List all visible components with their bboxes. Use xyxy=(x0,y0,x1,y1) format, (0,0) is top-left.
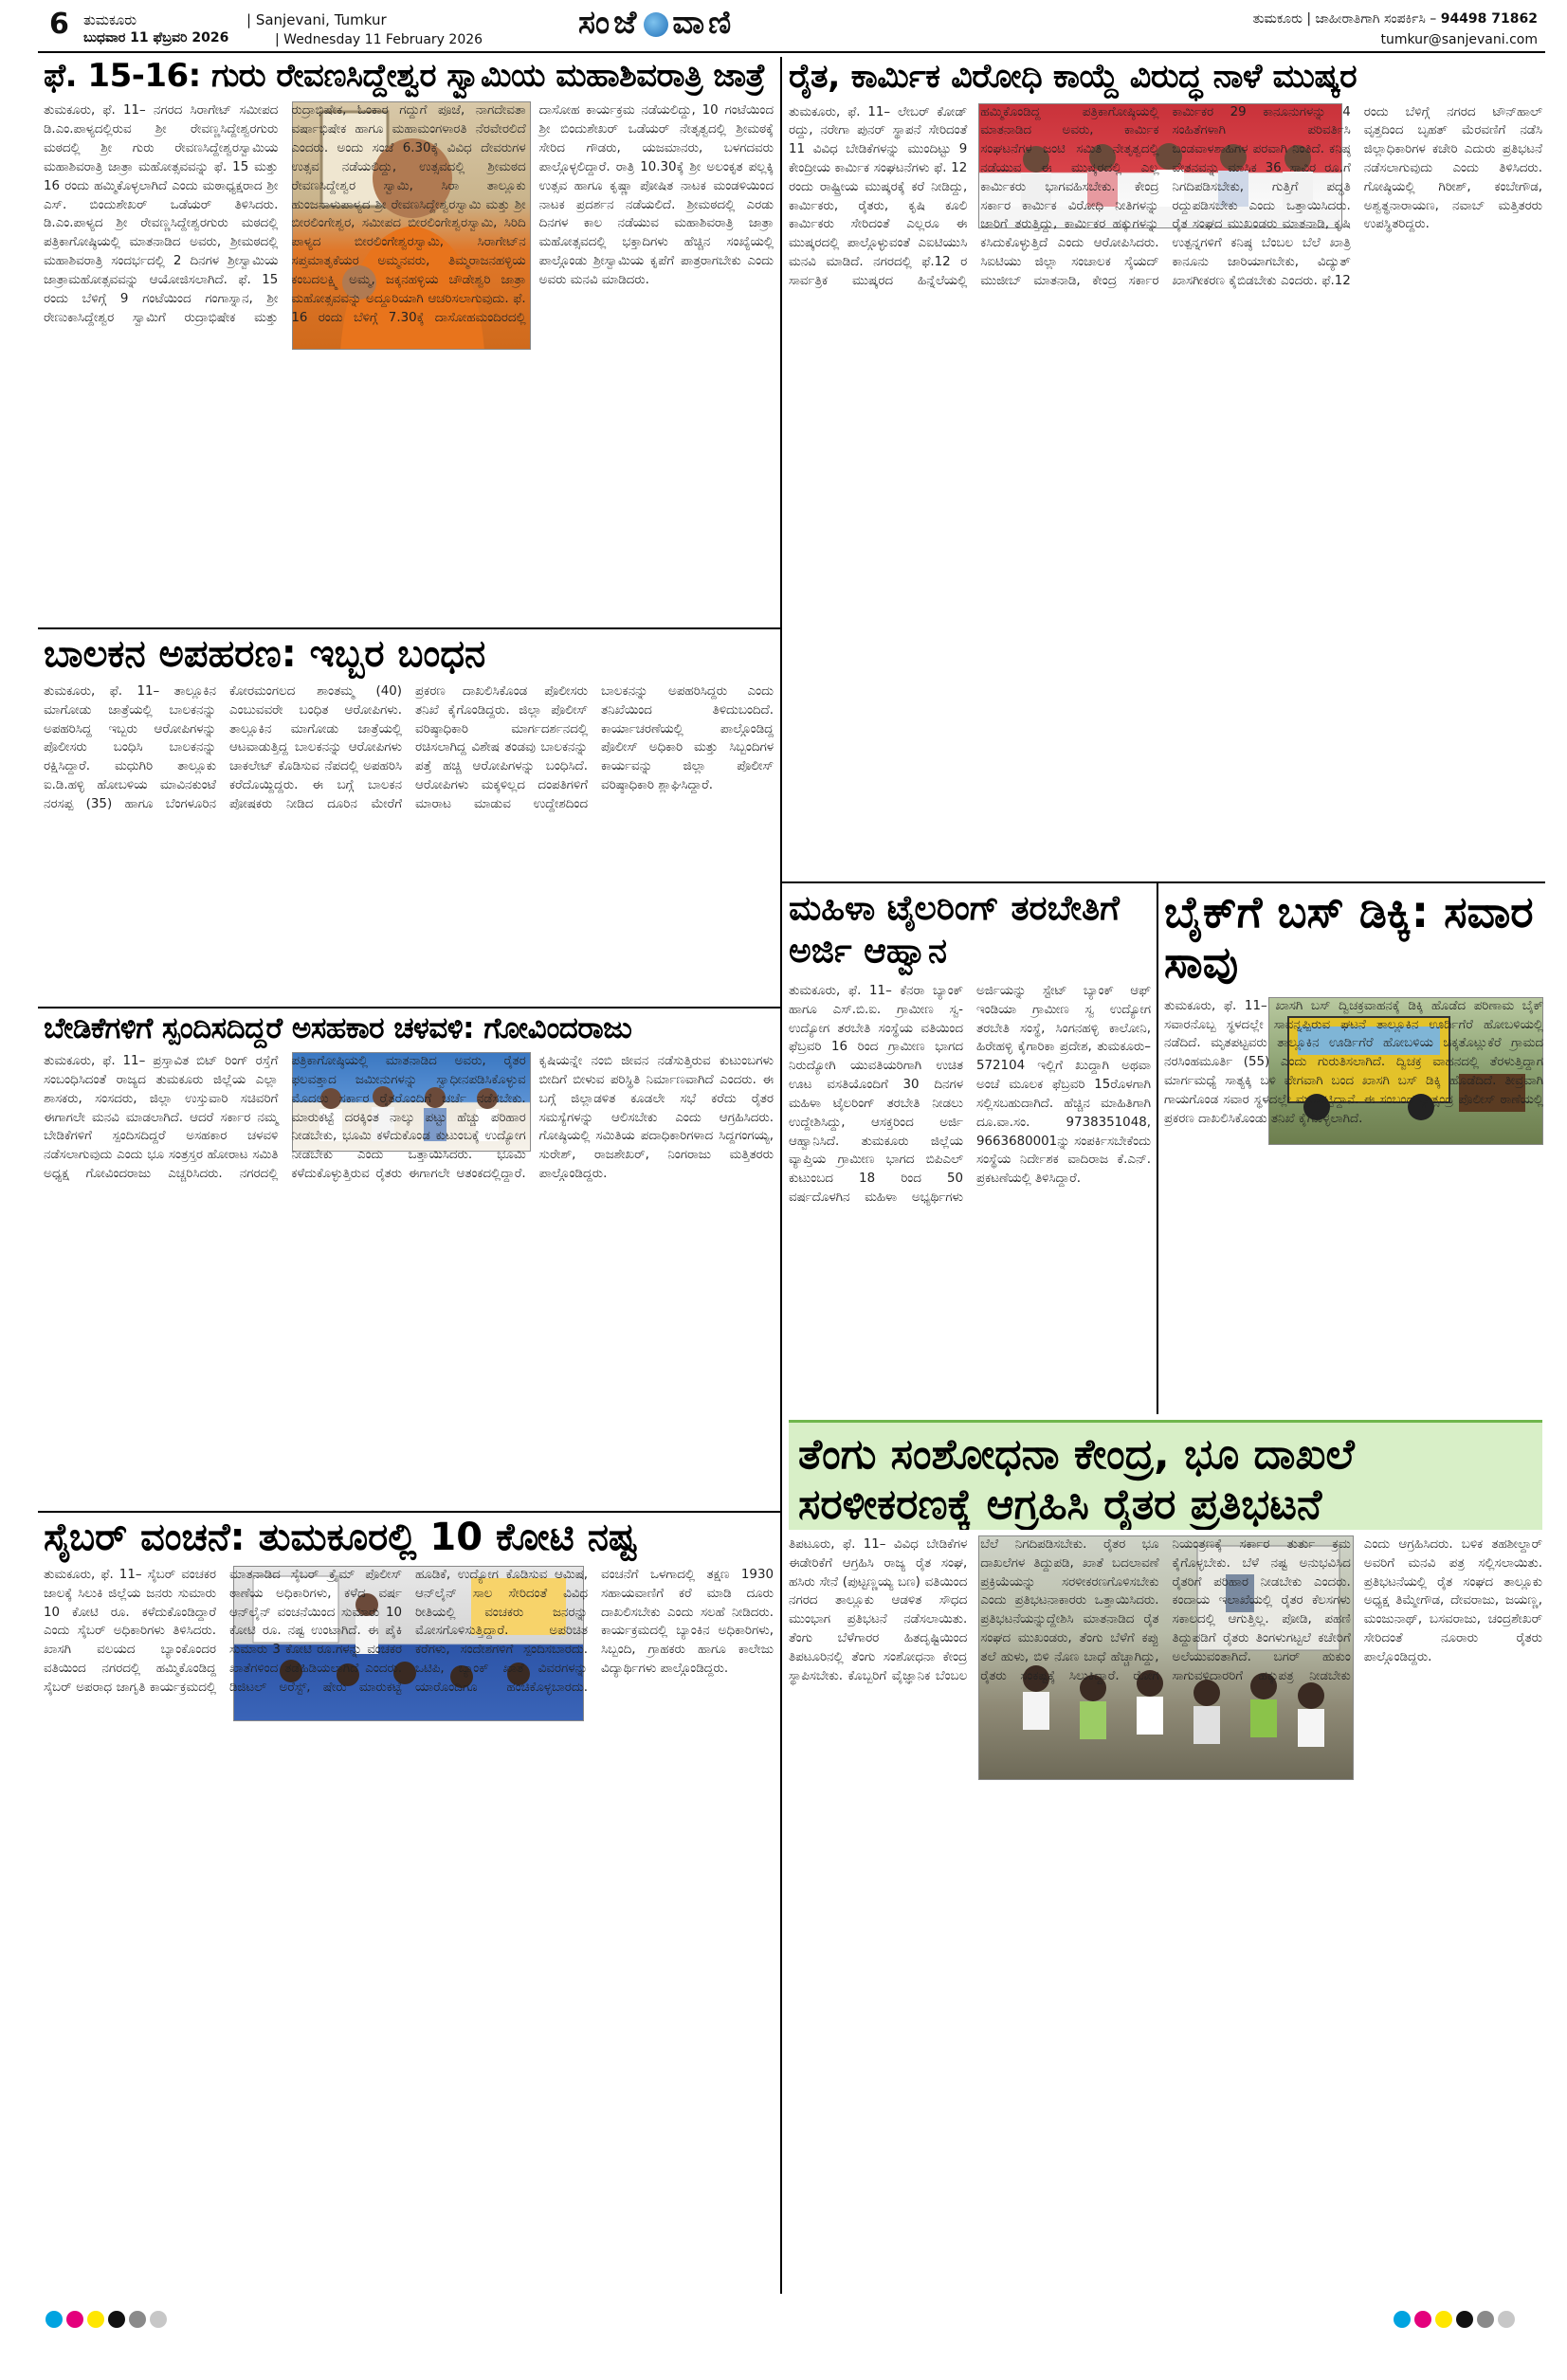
page-number: 6 xyxy=(49,8,69,41)
swatch-black xyxy=(1456,2311,1473,2328)
contact-email[interactable]: tumkur@sanjevani.com xyxy=(1380,32,1538,47)
story-body: ತುಮಕೂರು, ಫೆ. 11– ನಗರದ ಸಿರಾಗೇಟ್ ಸಮೀಪದ ಡಿ.ಎಂ.ಪಾಳ್ಯದಲ್ಲಿರುವ ಶ್ರೀ ರೇವಣ್ಣಸಿದ್ದೇಶ್ವರಗುರು ಮಠದಲ್ಲಿ ಶ್ರೀ ಗುರು ರೇವಣಸಿದ್ದೇಶ್ವರಸ್ವಾಮಿಯ ಮಹಾಶಿವರಾತ್ರಿ ಜಾತ್ರಾ ಮಹೋತ್ಸವವನ್ನು ಫೆ. 15 ಮತ್ತು 16 ರಂದು ಹಮ್ಮಿಕೊಳ್ಳಲಾಗಿದೆ ಎಂದು ಮಠಾಧ್ಯಕ್ಷರಾದ ಶ್ರೀ ಎಸ್. ಬಿಂದುಶೇಖರ್ ಒಡೆಯರ್ ತಿಳಿಸಿದರು. ಡಿ.ಎಂ.ಪಾಳ್ಯದ ಶ್ರೀ ರೇವಣ್ಣಸಿದ್ದೇಶ್ವರಗುರು ಮಠದಲ್ಲಿ ಪತ್ರಿಕಾಗೋಷ್ಠಿಯಲ್ಲಿ ಮಾತನಾಡಿದ ಅವರು, ಶ್ರೀಮಠದಲ್ಲಿ ಮಹಾಶಿವರಾತ್ರಿ ಸಂದರ್ಭದಲ್ಲಿ 2 ದಿನಗಳ ಶ್ರೀಸ್ವಾಮಿಯ ಜಾತ್ರಾಮಹೋತ್ಸವವನ್ನು ಆಯೋಜಿಸಲಾಗಿದೆ. ಫೆ. 15 ರಂದು ಬೆಳಿಗ್ಗೆ 9 ಗಂಟೆಯಿಂದ ಗಂಗಾಸ್ನಾನ, ಶ್ರೀ ರೇಣುಕಾಸಿದ್ದೇಶ್ವರ ಸ್ವಾಮಿಗೆ ರುದ್ರಾಭಿಷೇಕ ಮತ್ತು ರುದ್ರಾಭಿಷೇಕ, ಓಂಕಾರ ಗದ್ದುಗೆ ಪೂಜೆ, ನಾಗದೇವತಾ ವರ್ಷಾಭಿಷೇಕ ಹಾಗೂ ಮಹಾಮಂಗಳಾರತಿ ನೆರವೇರಲಿದೆ ಎಂದರು. ಅಂದು ಸಂಜೆ 6.30ಕ್ಕೆ ವಿವಿಧ ದೇವರುಗಳ ಉತ್ಸವ ನಡೆಯಲಿದ್ದು, ಉತ್ಸವದಲ್ಲಿ ಶ್ರೀಮಠದ ರೇವಣಸಿದ್ದೇಶ್ವರ ಸ್ವಾಮಿ, ಸಿರಾ ತಾಲ್ಲೂಕು ಹುಂಜನಾಳುಪಾಳ್ಯದ ಶ್ರೀ ರೇವಣಸಿದ್ದೇಶ್ವರಸ್ವಾಮಿ ಮತ್ತು ಶ್ರೀ ಬೀರಲಿಂಗೇಶ್ವರ, ಸಮೀಪದ ಬೀರಲಿಂಗೇಶ್ವರಸ್ವಾಮಿ, ಸಿರಿದಿ ಪಾಳ್ಯದ ಬೀರಲಿಂಗೇಶ್ವರಸ್ವಾಮಿ, ಸಿರಾಗೇಟ್‌ನ ಸಪ್ತಮಾತೃಕೆಯರ ಅಮ್ಮನವರು, ತಿಮ್ಮರಾಜನಹಳ್ಳಿಯ ಕಂಬದಲಕ್ಷ್ಮಿ ಅಮ್ಮ, ಜಕ್ಕನಹಳ್ಳಿಯ ಚೌಡೇಶ್ವರಿ ಜಾತ್ರಾ ಮಹೋತ್ಸವವನ್ನು ಅದ್ದೂರಿಯಾಗಿ ಆಚರಿಸಲಾಗುವುದು. ಫೆ. 16 ರಂದು ಬೆಳಿಗ್ಗೆ 7.30ಕ್ಕೆ ದಾಸೋಹಮಂದಿರದಲ್ಲಿ ದಾಸೋಹ ಕಾರ್ಯಕ್ರಮ ನಡೆಯಲಿದ್ದು, 10 ಗಂಟೆಯಿಂದ ಶ್ರೀ ಬಿಂದುಶೇಖರ್ ಒಡೆಯರ್ ನೇತೃತ್ವದಲ್ಲಿ ಶ್ರೀಮಠಕ್ಕೆ ಸೇರಿದ ಗೌಡರು, ಯಜಮಾನರು, ಬಳಗದವರು ಪಾಲ್ಗೊಳ್ಳಲಿದ್ದಾರೆ. ರಾತ್ರಿ 10.30ಕ್ಕೆ ಶ್ರೀ ಅಲಂಕೃತ ಪಲ್ಲಕ್ಕಿ ಉತ್ಸವ ಹಾಗೂ ಕೃಷ್ಣಾ ಪೋಷಿತ ನಾಟಕ ಮಂಡಳಿಯಿಂದ ನಾಟಕ ಪ್ರದರ್ಶನ ನಡೆಯಲಿದೆ. ಶ್ರೀಮಠದಲ್ಲಿ ಎರಡು ದಿನಗಳ ಕಾಲ ನಡೆಯುವ ಮಹಾಶಿವರಾತ್ರಿ ಜಾತ್ರಾ ಮಹೋತ್ಸವದಲ್ಲಿ ಭಕ್ತಾದಿಗಳು ಹೆಚ್ಚಿನ ಸಂಖ್ಯೆಯಲ್ಲಿ ಪಾಲ್ಗೊಂಡು ಶ್ರೀಸ್ವಾಮಿಯ ಕೃಪೆಗೆ ಪಾತ್ರರಾಗಬೇಕು ಎಂದು ಅವರು ಮನವಿ ಮಾಡಿದರು. xyxy=(44,103,774,325)
contact-label: ತುಮಕೂರು | ಜಾಹೀರಾತಿಗಾಗಿ ಸಂಪರ್ಕಿಸಿ – xyxy=(1252,11,1437,27)
section-divider xyxy=(782,881,1545,883)
swatch-grey xyxy=(129,2311,146,2328)
story-govindaraju xyxy=(44,1012,774,1507)
masthead xyxy=(38,0,1545,53)
swatch-grey xyxy=(1477,2311,1494,2328)
story-body: ತಿಪಟೂರು, ಫೆ. 11– ವಿವಿಧ ಬೇಡಿಕೆಗಳ ಈಡೇರಿಕೆಗೆ ಆಗ್ರಹಿಸಿ ರಾಜ್ಯ ರೈತ ಸಂಘ, ಹಸಿರು ಸೇನೆ (ಪುಟ್ಟಣ್ಣಯ್ಯ ಬಣ) ವತಿಯಿಂದ ನಗರದ ತಾಲ್ಲೂಕು ಆಡಳಿತ ಸೌಧದ ಮುಂಭಾಗ ಪ್ರತಿಭಟನೆ ನಡೆಸಲಾಯಿತು. ತೆಂಗು ಬೆಳೆಗಾರರ ಹಿತದೃಷ್ಟಿಯಿಂದ ತಿಪಟೂರಿನಲ್ಲಿ ತೆಂಗು ಸಂಶೋಧನಾ ಕೇಂದ್ರ ಸ್ಥಾಪಿಸಬೇಕು. ಕೊಬ್ಬರಿಗೆ ವೈಜ್ಞಾನಿಕ ಬೆಂಬಲ ಬೆಲೆ ನಿಗದಿಪಡಿಸಬೇಕು. ರೈತರ ಭೂ ದಾಖಲೆಗಳ ತಿದ್ದುಪಡಿ, ಖಾತೆ ಬದಲಾವಣೆ ಪ್ರಕ್ರಿಯೆಯನ್ನು ಸರಳೀಕರಣಗೊಳಿಸಬೇಕು ಎಂದು ಪ್ರತಿಭಟನಾಕಾರರು ಒತ್ತಾಯಿಸಿದರು. ಪ್ರತಿಭಟನೆಯನ್ನುದ್ದೇಶಿಸಿ ಮಾತನಾಡಿದ ರೈತ ಸಂಘದ ಮುಖಂಡರು, ತೆಂಗು ಬೆಳೆಗೆ ಕಪ್ಪು ತಲೆ ಹುಳು, ಬಿಳಿ ನೊಣ ಬಾಧೆ ಹೆಚ್ಚಾಗಿದ್ದು, ರೈತರು ಸಂಕಷ್ಟಕ್ಕೆ ಸಿಲುಕಿದ್ದಾರೆ. ರೋಗ ನಿಯಂತ್ರಣಕ್ಕೆ ಸರ್ಕಾರ ತುರ್ತು ಕ್ರಮ ಕೈಗೊಳ್ಳಬೇಕು. ಬೆಳೆ ನಷ್ಟ ಅನುಭವಿಸಿದ ರೈತರಿಗೆ ಪರಿಹಾರ ನೀಡಬೇಕು ಎಂದರು. ಕಂದಾಯ ಇಲಾಖೆಯಲ್ಲಿ ರೈತರ ಕೆಲಸಗಳು ಸಕಾಲದಲ್ಲಿ ಆಗುತ್ತಿಲ್ಲ. ಪೋಡಿ, ಪಹಣಿ ತಿದ್ದುಪಡಿಗೆ ರೈತರು ತಿಂಗಳುಗಟ್ಟಲೆ ಕಚೇರಿಗೆ ಅಲೆಯುವಂತಾಗಿದೆ. ಬಗರ್ ಹುಕುಂ ಸಾಗುವಳಿದಾರರಿಗೆ ಹಕ್ಕುಪತ್ರ ನೀಡಬೇಕು ಎಂದು ಆಗ್ರಹಿಸಿದರು. ಬಳಿಕ ತಹಶೀಲ್ದಾರ್ ಅವರಿಗೆ ಮನವಿ ಪತ್ರ ಸಲ್ಲಿಸಲಾಯಿತು. ಪ್ರತಿಭಟನೆಯಲ್ಲಿ ರೈತ ಸಂಘದ ತಾಲ್ಲೂಕು ಅಧ್ಯಕ್ಷ ತಿಮ್ಮೇಗೌಡ, ದೇವರಾಜು, ಜಯಣ್ಣ, ಮಂಜುನಾಥ್, ಬಸವರಾಜು, ಚಂದ್ರಶೇಖರ್ ಸೇರಿದಂತೆ ನೂರಾರು ರೈತರು ಪಾಲ್ಗೊಂಡಿದ್ದರು. xyxy=(789,1537,1542,1683)
masthead-date-english: | Wednesday 11 February 2026 xyxy=(275,32,483,47)
story-body: ತುಮಕೂರು, ಫೆ. 11– ಲೇಬರ್ ಕೋಡ್ ರದ್ದು, ನರೇಗಾ ಪುನರ್ ಸ್ಥಾಪನೆ ಸೇರಿದಂತೆ 11 ವಿವಿಧ ಬೇಡಿಕೆಗಳನ್ನು ಮುಂದಿಟ್ಟು 9 ಕೇಂದ್ರೀಯ ಕಾರ್ಮಿಕ ಸಂಘಟನೆಗಳು ಫೆ. 12 ರಂದು ರಾಷ್ಟ್ರೀಯ ಮುಷ್ಕರಕ್ಕೆ ಕರೆ ನೀಡಿದ್ದು, ಕಾರ್ಮಿಕರು, ರೈತರು, ಕೃಷಿ ಕೂಲಿ ಕಾರ್ಮಿಕರು ಸೇರಿದಂತೆ ಎಲ್ಲರೂ ಈ ಮುಷ್ಕರದಲ್ಲಿ ಪಾಲ್ಗೊಳ್ಳುವಂತೆ ಎಐಟಿಯುಸಿ ಮನವಿ ಮಾಡಿದೆ. ನಗರದಲ್ಲಿ ಫೆ.12 ರ ಸಾರ್ವತ್ರಿಕ ಮುಷ್ಕರದ ಹಿನ್ನೆಲೆಯಲ್ಲಿ ಹಮ್ಮಿಕೊಂಡಿದ್ದ ಪತ್ರಿಕಾಗೋಷ್ಠಿಯಲ್ಲಿ ಮಾತನಾಡಿದ ಅವರು, ಕಾರ್ಮಿಕ ಸಂಘಟನೆಗಳ ಜಂಟಿ ಸಮಿತಿ ನೇತೃತ್ವದಲ್ಲಿ ನಡೆಯುವ ಈ ಮುಷ್ಕರದಲ್ಲಿ ಎಲ್ಲ ಕಾರ್ಮಿಕರು ಭಾಗವಹಿಸಬೇಕು. ಕೇಂದ್ರ ಸರ್ಕಾರ ಕಾರ್ಮಿಕ ವಿರೋಧಿ ನೀತಿಗಳನ್ನು ಜಾರಿಗೆ ತರುತ್ತಿದ್ದು, ಕಾರ್ಮಿಕರ ಹಕ್ಕುಗಳನ್ನು ಕಸಿದುಕೊಳ್ಳುತ್ತಿದೆ ಎಂದು ಆರೋಪಿಸಿದರು. ಸಿಐಟಿಯು ಜಿಲ್ಲಾ ಸಂಚಾಲಕ ಸೈಯದ್ ಮುಜೀಬ್ ಮಾತನಾಡಿ, ಕೇಂದ್ರ ಸರ್ಕಾರ ಕಾರ್ಮಿಕರ 29 ಕಾನೂನುಗಳನ್ನು 4 ಸಂಹಿತೆಗಳಾಗಿ ಪರಿವರ್ತಿಸಿ ಬಂಡವಾಳಶಾಹಿಗಳ ಪರವಾಗಿ ನಿಂತಿದೆ. ಕನಿಷ್ಠ ವೇತನವನ್ನು ಮಾಸಿಕ 36 ಸಾವಿರ ರೂ.ಗೆ ನಿಗದಿಪಡಿಸಬೇಕು, ಗುತ್ತಿಗೆ ಪದ್ಧತಿ ರದ್ದುಪಡಿಸಬೇಕು ಎಂದು ಒತ್ತಾಯಿಸಿದರು. ರೈತ ಸಂಘದ ಮುಖಂಡರು ಮಾತನಾಡಿ, ಕೃಷಿ ಉತ್ಪನ್ನಗಳಿಗೆ ಕನಿಷ್ಠ ಬೆಂಬಲ ಬೆಲೆ ಖಾತ್ರಿ ಕಾನೂನು ಜಾರಿಯಾಗಬೇಕು, ವಿದ್ಯುತ್ ಖಾಸಗೀಕರಣ ಕೈಬಿಡಬೇಕು ಎಂದರು. ಫೆ.12 ರಂದು ಬೆಳಿಗ್ಗೆ ನಗರದ ಟೌನ್‌ಹಾಲ್ ವೃತ್ತದಿಂದ ಬೃಹತ್ ಮೆರವಣಿಗೆ ನಡೆಸಿ ಜಿಲ್ಲಾಧಿಕಾರಿಗಳ ಕಚೇರಿ ಎದುರು ಪ್ರತಿಭಟನೆ ನಡೆಸಲಾಗುವುದು ಎಂದು ತಿಳಿಸಿದರು. ಗೋಷ್ಠಿಯಲ್ಲಿ ಗಿರೀಶ್, ಕಂಬೇಗೌಡ, ಅಶ್ವತ್ಥನಾರಾಯಣ, ನವಾಬ್ ಮತ್ತಿತರರು ಉಪಸ್ಥಿತರಿದ್ದರು. xyxy=(789,104,1542,288)
swatch-light-grey xyxy=(150,2311,167,2328)
swatch-cyan xyxy=(1394,2311,1411,2328)
headline-cyber-fraud: ಸೈಬರ್ ವಂಚನೆ: ತುಮಕೂರಲ್ಲಿ 10 ಕೋಟಿ ನಷ್ಟ xyxy=(44,1517,638,1559)
story-cyber-fraud xyxy=(44,1517,774,2296)
headline-tailoring: ಮಹಿಳಾ ಟೈಲರಿಂಗ್ ತರಬೇತಿಗೆ ಅರ್ಜಿ ಆಹ್ವಾನ xyxy=(789,889,1120,971)
logo-word-1: ಸಂಜೆ xyxy=(578,4,641,42)
swatch-magenta xyxy=(1414,2311,1431,2328)
story-coconut-research-body xyxy=(789,1535,1542,2296)
story-body: ತುಮಕೂರು, ಫೆ. 11– ತಾಲ್ಲೂಕಿನ ಮಾಗೋಡು ಜಾತ್ರೆಯಲ್ಲಿ ಬಾಲಕನನ್ನು ಅಪಹರಿಸಿದ್ದ ಇಬ್ಬರು ಆರೋಪಿಗಳನ್ನು ಪೊಲೀಸರು ಬಂಧಿಸಿ ಬಾಲಕನನ್ನು ರಕ್ಷಿಸಿದ್ದಾರೆ. ಮಧುಗಿರಿ ತಾಲ್ಲೂಕು ಐ.ಡಿ.ಹಳ್ಳಿ ಹೋಬಳಿಯ ಮಾವಿನಕುಂಟೆ ನರಸಪ್ಪ (35) ಹಾಗೂ ಬೆಂಗಳೂರಿನ ಕೋರಮಂಗಲದ ಶಾಂತಮ್ಮ (40) ಎಂಬುವವರೇ ಬಂಧಿತ ಆರೋಪಿಗಳು. ತಾಲ್ಲೂಕಿನ ಮಾಗೋಡು ಜಾತ್ರೆಯಲ್ಲಿ ಆಟವಾಡುತ್ತಿದ್ದ ಬಾಲಕನನ್ನು ಆರೋಪಿಗಳು ಚಾಕಲೇಟ್ ಕೊಡಿಸುವ ನೆಪದಲ್ಲಿ ಅಪಹರಿಸಿ ಕರೆದೊಯ್ದಿದ್ದರು. ಈ ಬಗ್ಗೆ ಬಾಲಕನ ಪೋಷಕರು ನೀಡಿದ ದೂರಿನ ಮೇರೆಗೆ ಪ್ರಕರಣ ದಾಖಲಿಸಿಕೊಂಡ ಪೊಲೀಸರು ತನಿಖೆ ಕೈಗೊಂಡಿದ್ದರು. ಜಿಲ್ಲಾ ಪೊಲೀಸ್ ವರಿಷ್ಠಾಧಿಕಾರಿ ಮಾರ್ಗದರ್ಶನದಲ್ಲಿ ರಚಿಸಲಾಗಿದ್ದ ವಿಶೇಷ ತಂಡವು ಬಾಲಕನನ್ನು ಪತ್ತೆ ಹಚ್ಚಿ ಆರೋಪಿಗಳನ್ನು ಬಂಧಿಸಿದೆ. ಆರೋಪಿಗಳು ಮಕ್ಕಳಿಲ್ಲದ ದಂಪತಿಗಳಿಗೆ ಮಾರಾಟ ಮಾಡುವ ಉದ್ದೇಶದಿಂದ ಬಾಲಕನನ್ನು ಅಪಹರಿಸಿದ್ದರು ಎಂದು ತನಿಖೆಯಿಂದ ತಿಳಿದುಬಂದಿದೆ. ಕಾರ್ಯಾಚರಣೆಯಲ್ಲಿ ಪಾಲ್ಗೊಂಡಿದ್ದ ಪೊಲೀಸ್ ಅಧಿಕಾರಿ ಮತ್ತು ಸಿಬ್ಬಂದಿಗಳ ಕಾರ್ಯವನ್ನು ಜಿಲ್ಲಾ ಪೊಲೀಸ್ ವರಿಷ್ಠಾಧಿಕಾರಿ ಶ್ಲಾಘಿಸಿದ್ದಾರೆ. xyxy=(44,684,774,811)
globe-icon xyxy=(644,12,668,37)
color-swatch-icon xyxy=(1394,2311,1515,2328)
column-divider xyxy=(780,57,782,2294)
story-coconut-research xyxy=(789,1420,1542,1530)
headline-bus-accident: ಬೈಕ್‌ಗೆ ಬಸ್ ಡಿಕ್ಕಿ: ಸವಾರ ಸಾವು xyxy=(1164,887,1534,988)
headline-kidnap: ಬಾಲಕನ ಅಪಹರಣ: ಇಬ್ಬರ ಬಂಧನ xyxy=(44,633,486,676)
masthead-date-kannada: ಬುಧವಾರ 11 ಫೆಬ್ರವರಿ 2026 xyxy=(83,30,229,45)
section-divider xyxy=(38,1511,780,1513)
swatch-magenta xyxy=(66,2311,83,2328)
column-divider xyxy=(1157,883,1158,1414)
story-tailoring xyxy=(789,887,1151,1414)
section-divider xyxy=(38,627,780,629)
logo-word-2: ವಾಣಿ xyxy=(672,4,736,42)
swatch-cyan xyxy=(46,2311,63,2328)
swatch-yellow xyxy=(87,2311,104,2328)
masthead-city: ತುಮಕೂರು xyxy=(83,11,137,28)
headline-govindaraju: ಬೇಡಿಕೆಗಳಿಗೆ ಸ್ಪಂದಿಸದಿದ್ದರೆ ಅಸಹಕಾರ ಚಳವಳಿ: ಗೋವಿಂದರಾಜು xyxy=(44,1012,632,1045)
story-body: ತುಮಕೂರು, ಫೆ. 11– ಸೈಬರ್ ವಂಚಕರ ಜಾಲಕ್ಕೆ ಸಿಲುಕಿ ಜಿಲ್ಲೆಯ ಜನರು ಸುಮಾರು 10 ಕೋಟಿ ರೂ. ಕಳೆದುಕೊಂಡಿದ್ದಾರೆ ಎಂದು ಸೈಬರ್ ಅಧಿಕಾರಿಗಳು ತಿಳಿಸಿದರು. ಖಾಸಗಿ ವಲಯದ ಬ್ಯಾಂಕೊಂದರ ವತಿಯಿಂದ ನಗರದಲ್ಲಿ ಹಮ್ಮಿಕೊಂಡಿದ್ದ ಸೈಬರ್ ಅಪರಾಧ ಜಾಗೃತಿ ಕಾರ್ಯಕ್ರಮದಲ್ಲಿ ಮಾತನಾಡಿದ ಸೈಬರ್ ಕ್ರೈಮ್ ಪೊಲೀಸ್ ಠಾಣೆಯ ಅಧಿಕಾರಿಗಳು, ಕಳೆದ ವರ್ಷ ಆನ್‌ಲೈನ್ ವಂಚನೆಯಿಂದ ಸುಮಾರು 10 ಕೋಟಿ ರೂ. ನಷ್ಟ ಉಂಟಾಗಿದೆ. ಈ ಪೈಕಿ ಸುಮಾರು 3 ಕೋಟಿ ರೂ.ಗಳನ್ನು ವಂಚಕರ ಖಾತೆಗಳಿಂದ ತಡೆಹಿಡಿಯಲಾಗಿದೆ ಎಂದರು. ಡಿಜಿಟಲ್ ಅರೆಸ್ಟ್, ಷೇರು ಮಾರುಕಟ್ಟೆ ಹೂಡಿಕೆ, ಉದ್ಯೋಗ ಕೊಡಿಸುವ ಆಮಿಷ, ಆನ್‌ಲೈನ್ ಸಾಲ ಸೇರಿದಂತೆ ವಿವಿಧ ರೀತಿಯಲ್ಲಿ ವಂಚಕರು ಜನರನ್ನು ಮೋಸಗೊಳಿಸುತ್ತಿದ್ದಾರೆ. ಅಪರಿಚಿತ ಕರೆಗಳು, ಸಂದೇಶಗಳಿಗೆ ಸ್ಪಂದಿಸಬಾರದು. ಒಟಿಪಿ, ಬ್ಯಾಂಕ್ ಖಾತೆ ವಿವರಗಳನ್ನು ಯಾರೊಂದಿಗೂ ಹಂಚಿಕೊಳ್ಳಬಾರದು. ವಂಚನೆಗೆ ಒಳಗಾದಲ್ಲಿ ತಕ್ಷಣ 1930 ಸಹಾಯವಾಣಿಗೆ ಕರೆ ಮಾಡಿ ದೂರು ದಾಖಲಿಸಬೇಕು ಎಂದು ಸಲಹೆ ನೀಡಿದರು. ಕಾರ್ಯಕ್ರಮದಲ್ಲಿ ಬ್ಯಾಂಕಿನ ಅಧಿಕಾರಿಗಳು, ಸಿಬ್ಬಂದಿ, ಗ್ರಾಹಕರು ಹಾಗೂ ಕಾಲೇಜು ವಿದ್ಯಾರ್ಥಿಗಳು ಪಾಲ್ಗೊಂಡಿದ್ದರು. xyxy=(44,1568,774,1695)
story-revanasiddeshwara xyxy=(44,59,774,624)
masthead-contact xyxy=(1253,11,1538,27)
story-body xyxy=(1164,997,1543,1414)
story-body: ತುಮಕೂರು, ಫೆ. 11– ಪ್ರಸ್ತಾವಿತ ಬಿಟ್ ರಿಂಗ್ ರಸ್ತೆಗೆ ಸಂಬಂಧಿಸಿದಂತೆ ರಾಜ್ಯದ ತುಮಕೂರು ಜಿಲ್ಲೆಯ ಎಲ್ಲಾ ಶಾಸಕರು, ಸಂಸದರು, ಜಿಲ್ಲಾ ಉಸ್ತುವಾರಿ ಸಚಿವರಿಗೆ ಈಗಾಗಲೇ ಮನವಿ ಮಾಡಲಾಗಿದೆ. ಆದರೆ ಸರ್ಕಾರ ನಮ್ಮ ಬೇಡಿಕೆಗಳಿಗೆ ಸ್ಪಂದಿಸದಿದ್ದರೆ ಅಸಹಕಾರ ಚಳವಳಿ ನಡೆಸಲಾಗುವುದು ಎಂದು ಭೂ ಸಂತ್ರಸ್ತರ ಹೋರಾಟ ಸಮಿತಿ ಅಧ್ಯಕ್ಷ ಗೋವಿಂದರಾಜು ಎಚ್ಚರಿಸಿದರು. ನಗರದಲ್ಲಿ ಪತ್ರಿಕಾಗೋಷ್ಠಿಯಲ್ಲಿ ಮಾತನಾಡಿದ ಅವರು, ರೈತರ ಫಲವತ್ತಾದ ಜಮೀನುಗಳನ್ನು ಸ್ವಾಧೀನಪಡಿಸಿಕೊಳ್ಳುವ ಮೊದಲು ಸರ್ಕಾರ ರೈತರೊಂದಿಗೆ ಚರ್ಚೆ ನಡೆಸಬೇಕು. ಮಾರುಕಟ್ಟೆ ದರಕ್ಕಿಂತ ನಾಲ್ಕು ಪಟ್ಟು ಹೆಚ್ಚು ಪರಿಹಾರ ನೀಡಬೇಕು, ಭೂಮಿ ಕಳೆದುಕೊಂಡ ಕುಟುಂಬಕ್ಕೆ ಉದ್ಯೋಗ ನೀಡಬೇಕು ಎಂದು ಒತ್ತಾಯಿಸಿದರು. ಭೂಮಿ ಕಳೆದುಕೊಳ್ಳುತ್ತಿರುವ ರೈತರು ಈಗಾಗಲೇ ಆತಂಕದಲ್ಲಿದ್ದಾರೆ. ಕೃಷಿಯನ್ನೇ ನಂಬಿ ಜೀವನ ನಡೆಸುತ್ತಿರುವ ಕುಟುಂಬಗಳು ಬೀದಿಗೆ ಬೀಳುವ ಪರಿಸ್ಥಿತಿ ನಿರ್ಮಾಣವಾಗಿದೆ ಎಂದರು. ಈ ಬಗ್ಗೆ ಜಿಲ್ಲಾಡಳಿತ ಕೂಡಲೇ ಸಭೆ ಕರೆದು ರೈತರ ಸಮಸ್ಯೆಗಳನ್ನು ಆಲಿಸಬೇಕು ಎಂದು ಆಗ್ರಹಿಸಿದರು. ಗೋಷ್ಠಿಯಲ್ಲಿ ಸಮಿತಿಯ ಪದಾಧಿಕಾರಿಗಳಾದ ಸಿದ್ದಗಂಗಯ್ಯ, ಸುರೇಶ್, ರಾಜಶೇಖರ್, ನಿಂಗರಾಜು ಮತ್ತಿತರರು ಪಾಲ್ಗೊಂಡಿದ್ದರು. xyxy=(44,1054,774,1182)
masthead-issue: | Sanjevani, Tumkur xyxy=(246,11,387,28)
story-body-text: ತುಮಕೂರು, ಫೆ. 11– ಖಾಸಗಿ ಬಸ್ ದ್ವಿಚಕ್ರವಾಹನಕ್ಕೆ ಡಿಕ್ಕಿ ಹೊಡೆದ ಪರಿಣಾಮ ಬೈಕ್ ಸವಾರನೊಬ್ಬ ಸ್ಥಳದಲ್ಲೇ ಸಾವನ್ನಪ್ಪಿರುವ ಘಟನೆ ತಾಲ್ಲೂಕಿನ ಊರ್ಡಿಗೆರೆ ಹೋಬಳಿಯಲ್ಲಿ ನಡೆದಿದೆ. ಮೃತಪಟ್ಟವರು ತಾಲ್ಲೂಕಿನ ಊರ್ಡಿಗೆರೆ ಹೋಬಳಿಯ ಚಿಕ್ಕತೊಟ್ಲುಕೆರೆ ಗ್ರಾಮದ ನರಸಿಂಹಮೂರ್ತಿ (55) ಎಂದು ಗುರುತಿಸಲಾಗಿದೆ. ದ್ವಿಚಕ್ರ ವಾಹನದಲ್ಲಿ ತೆರಳುತ್ತಿದ್ದಾಗ ಮಾರ್ಗಮಧ್ಯೆ ಸಾತ್ಯಕ್ಕಿ ಬಳಿ ವೇಗವಾಗಿ ಬಂದ ಖಾಸಗಿ ಬಸ್ ಡಿಕ್ಕಿ ಹೊಡೆದಿದೆ. ತೀವ್ರವಾಗಿ ಗಾಯಗೊಂಡ ಸವಾರ ಸ್ಥಳದಲ್ಲೇ ಮೃತಪಟ್ಟಿದ್ದಾನೆ. ಈ ಸಂಬಂಧ ಕ್ಯಾತ್ಸಂದ್ರ ಪೊಲೀಸ್ ಠಾಣೆಯಲ್ಲಿ ಪ್ರಕರಣ ದಾಖಲಿಸಿಕೊಂಡು ತನಿಖೆ ಕೈಗೊಳ್ಳಲಾಗಿದೆ. xyxy=(1164,998,1543,1126)
story-body: ತುಮಕೂರು, ಫೆ. 11– ಕೆನರಾ ಬ್ಯಾಂಕ್ ಹಾಗೂ ಎಸ್.ಬಿ.ಐ. ಗ್ರಾಮೀಣ ಸ್ವ-ಉದ್ಯೋಗ ತರಬೇತಿ ಸಂಸ್ಥೆಯ ವತಿಯಿಂದ ಫೆಬ್ರವರಿ 16 ರಿಂದ ಗ್ರಾಮೀಣ ಭಾಗದ ನಿರುದ್ಯೋಗಿ ಯುವತಿಯರಿಗಾಗಿ ಉಚಿತ ಊಟ ವಸತಿಯೊಂದಿಗೆ 30 ದಿನಗಳ ಮಹಿಳಾ ಟೈಲರಿಂಗ್ ತರಬೇತಿ ನೀಡಲು ಉದ್ದೇಶಿಸಿದ್ದು, ಆಸಕ್ತರಿಂದ ಅರ್ಜಿ ಆಹ್ವಾನಿಸಿದೆ. ತುಮಕೂರು ಜಿಲ್ಲೆಯ ವ್ಯಾಪ್ತಿಯ ಗ್ರಾಮೀಣ ಭಾಗದ ಬಿಪಿಎಲ್ ಕುಟುಂಬದ 18 ರಿಂದ 50 ವರ್ಷದೊಳಗಿನ ಮಹಿಳಾ ಅಭ್ಯರ್ಥಿಗಳು ಅರ್ಜಿಯನ್ನು ಸ್ಟೇಟ್ ಬ್ಯಾಂಕ್ ಆಫ್ ಇಂಡಿಯಾ ಗ್ರಾಮೀಣ ಸ್ವ ಉದ್ಯೋಗ ತರಬೇತಿ ಸಂಸ್ಥೆ, ಸಿಂಗನಹಳ್ಳಿ ಕಾಲೋನಿ, ಹಿರೇಹಳ್ಳಿ ಕೈಗಾರಿಕಾ ಪ್ರದೇಶ, ತುಮಕೂರು–572104 ಇಲ್ಲಿಗೆ ಖುದ್ದಾಗಿ ಅಥವಾ ಅಂಚೆ ಮೂಲಕ ಫೆಬ್ರವರಿ 15ರೊಳಗಾಗಿ ಸಲ್ಲಿಸಬಹುದಾಗಿದೆ. ಹೆಚ್ಚಿನ ಮಾಹಿತಿಗಾಗಿ ದೂ.ವಾ.ಸಂ. 9738351048, 9663680001ನ್ನು ಸಂಪರ್ಕಿಸಬೇಕೆಂದು ಸಂಸ್ಥೆಯ ನಿರ್ದೇಶಕ ವಾದಿರಾಜ ಕೆ.ಎನ್. ಪ್ರಕಟಣೆಯಲ್ಲಿ ತಿಳಿಸಿದ್ದಾರೆ. xyxy=(789,984,1151,1206)
swatch-yellow xyxy=(1435,2311,1452,2328)
page-footer xyxy=(0,2303,1567,2380)
story-bus-accident xyxy=(1164,887,1543,1414)
section-divider xyxy=(38,1007,780,1008)
headline-revanasiddeshwara: ಫೆ. 15-16: ಗುರು ರೇವಣಸಿದ್ದೇಶ್ವರ ಸ್ವಾಮಿಯ ಮಹಾಶಿವರಾತ್ರಿ ಜಾತ್ರೆ xyxy=(44,59,765,95)
contact-phone: 94498 71862 xyxy=(1440,11,1538,27)
story-kidnap xyxy=(44,633,774,1003)
swatch-black xyxy=(108,2311,125,2328)
headline-labour-protest: ರೈತ, ಕಾರ್ಮಿಕ ವಿರೋಧಿ ಕಾಯ್ದೆ ವಿರುದ್ಧ ನಾಳೆ ಮುಷ್ಕರ xyxy=(789,59,1357,96)
story-labour-protest xyxy=(789,59,1542,876)
headline-coconut-research: ತೆಂಗು ಸಂಶೋಧನಾ ಕೇಂದ್ರ, ಭೂ ದಾಖಲೆ ಸರಳೀಕರಣಕ್ಕೆ ಆಗ್ರಹಿಸಿ ರೈತರ ಪ್ರತಿಭಟನೆ xyxy=(798,1430,1355,1529)
newspaper-logo xyxy=(578,4,735,42)
swatch-light-grey xyxy=(1498,2311,1515,2328)
color-swatch-icon xyxy=(46,2311,167,2328)
